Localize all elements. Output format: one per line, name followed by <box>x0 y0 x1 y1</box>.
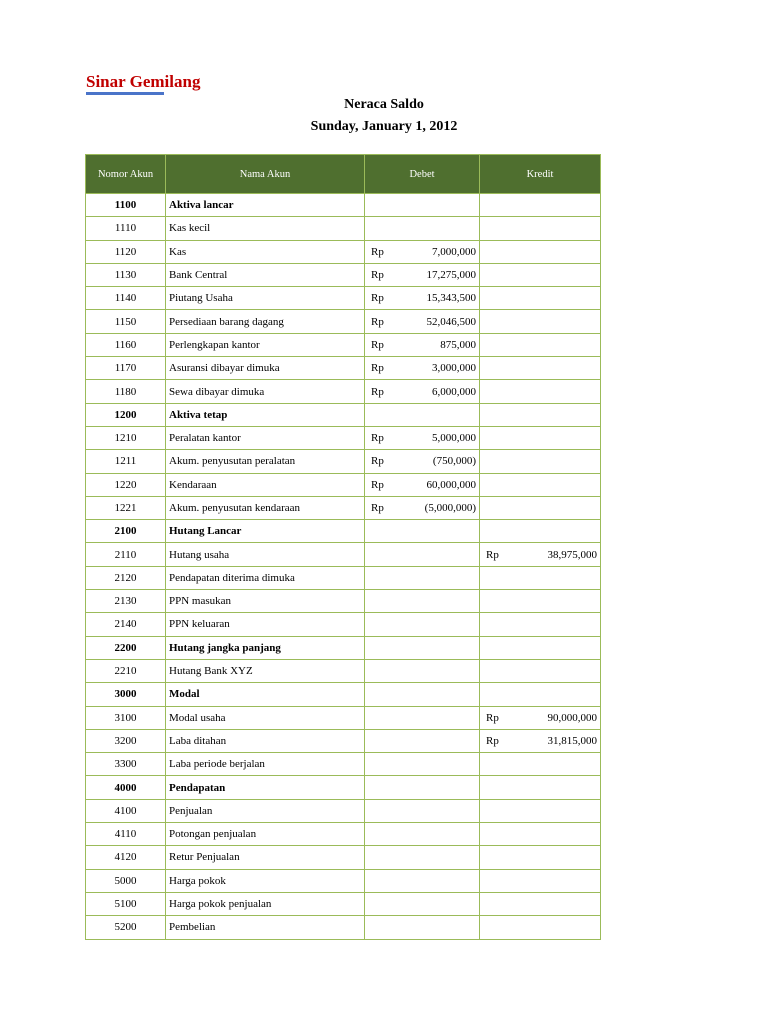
table-row <box>86 846 601 869</box>
debit-cell <box>365 403 480 426</box>
credit-cell <box>480 823 601 846</box>
money-value <box>368 292 476 304</box>
account-number-cell: 1221 <box>86 496 166 519</box>
account-number-cell: 2130 <box>86 590 166 613</box>
debit-cell <box>365 846 480 869</box>
credit-cell <box>480 659 601 682</box>
account-name-cell: PPN keluaran <box>166 613 365 636</box>
money-value <box>483 712 597 724</box>
debit-cell <box>365 310 480 333</box>
trial-balance-table <box>85 154 601 940</box>
debit-cell <box>365 729 480 752</box>
account-name-cell: PPN masukan <box>166 590 365 613</box>
credit-cell <box>480 333 601 356</box>
table-row <box>86 380 601 403</box>
currency-label: Rp <box>371 385 384 398</box>
debit-cell <box>365 613 480 636</box>
column-header-credit: Kredit <box>480 155 601 194</box>
credit-cell <box>480 613 601 636</box>
account-number-cell: 3200 <box>86 729 166 752</box>
report-title: Neraca Saldo <box>344 97 424 112</box>
account-name-cell: Hutang Bank XYZ <box>166 659 365 682</box>
credit-cell <box>480 403 601 426</box>
amount-value: (5,000,000) <box>424 502 476 514</box>
credit-cell <box>480 217 601 240</box>
account-name-cell: Hutang jangka panjang <box>166 636 365 659</box>
column-header-debit: Debet <box>365 155 480 194</box>
table-row <box>86 520 601 543</box>
company-underline <box>86 92 164 95</box>
table-row <box>86 310 601 333</box>
debit-cell <box>365 287 480 310</box>
account-name-cell: Aktiva tetap <box>166 403 365 426</box>
table-row <box>86 426 601 449</box>
credit-cell <box>480 496 601 519</box>
account-number-cell: 5100 <box>86 892 166 915</box>
money-value <box>368 339 476 351</box>
debit-cell <box>365 450 480 473</box>
account-number-cell: 1180 <box>86 380 166 403</box>
credit-cell <box>480 729 601 752</box>
column-header-account-number: Nomor Akun <box>86 155 166 194</box>
money-value <box>483 735 597 747</box>
account-name-cell: Modal <box>166 683 365 706</box>
account-name-cell: Harga pokok penjualan <box>166 892 365 915</box>
amount-value: 31,815,000 <box>547 734 597 747</box>
account-name-cell: Penjualan <box>166 799 365 822</box>
debit-cell <box>365 263 480 286</box>
account-number-cell: 1210 <box>86 426 166 449</box>
debit-cell <box>365 194 480 217</box>
currency-label: Rp <box>371 315 384 328</box>
credit-cell <box>480 566 601 589</box>
account-name-cell: Kendaraan <box>166 473 365 496</box>
table-row <box>86 240 601 263</box>
account-number-cell: 1170 <box>86 357 166 380</box>
account-name-cell: Bank Central <box>166 263 365 286</box>
account-name-cell: Akum. penyusutan kendaraan <box>166 496 365 519</box>
debit-cell <box>365 799 480 822</box>
debit-cell <box>365 776 480 799</box>
account-number-cell: 4110 <box>86 823 166 846</box>
credit-cell <box>480 520 601 543</box>
table-row <box>86 729 601 752</box>
account-number-cell: 1211 <box>86 450 166 473</box>
column-header-account-name: Nama Akun <box>166 155 365 194</box>
account-name-cell: Potongan penjualan <box>166 823 365 846</box>
amount-value: 15,343,500 <box>426 292 476 305</box>
currency-label: Rp <box>371 338 384 351</box>
table-row <box>86 683 601 706</box>
table-row <box>86 403 601 426</box>
account-name-cell: Persediaan barang dagang <box>166 310 365 333</box>
credit-cell <box>480 590 601 613</box>
table-row <box>86 543 601 566</box>
account-name-cell: Pendapatan diterima dimuka <box>166 566 365 589</box>
credit-cell <box>480 869 601 892</box>
account-number-cell: 1130 <box>86 263 166 286</box>
credit-cell <box>480 636 601 659</box>
amount-value: 38,975,000 <box>547 548 597 561</box>
table-row <box>86 636 601 659</box>
amount-value: 5,000,000 <box>432 432 476 445</box>
credit-cell <box>480 473 601 496</box>
credit-cell <box>480 263 601 286</box>
account-number-cell: 1220 <box>86 473 166 496</box>
table-header <box>86 155 601 194</box>
table-body <box>86 194 601 940</box>
debit-cell <box>365 916 480 939</box>
debit-cell <box>365 473 480 496</box>
account-number-cell: 2120 <box>86 566 166 589</box>
account-name-cell: Laba ditahan <box>166 729 365 752</box>
currency-label: Rp <box>371 455 384 468</box>
money-value <box>368 479 476 491</box>
amount-value: 6,000,000 <box>432 385 476 398</box>
table-row <box>86 263 601 286</box>
account-number-cell: 4000 <box>86 776 166 799</box>
account-number-cell: 2110 <box>86 543 166 566</box>
table-row <box>86 916 601 939</box>
credit-cell <box>480 753 601 776</box>
credit-cell <box>480 450 601 473</box>
currency-label: Rp <box>371 245 384 258</box>
account-number-cell: 3300 <box>86 753 166 776</box>
account-name-cell: Asuransi dibayar dimuka <box>166 357 365 380</box>
account-name-cell: Sewa dibayar dimuka <box>166 380 365 403</box>
debit-cell <box>365 636 480 659</box>
credit-cell <box>480 892 601 915</box>
currency-label: Rp <box>371 269 384 282</box>
currency-label: Rp <box>486 711 499 724</box>
money-value <box>368 246 476 258</box>
currency-label: Rp <box>371 362 384 375</box>
account-name-cell: Retur Penjualan <box>166 846 365 869</box>
account-number-cell: 1160 <box>86 333 166 356</box>
table-row <box>86 753 601 776</box>
table-row <box>86 659 601 682</box>
account-name-cell: Hutang usaha <box>166 543 365 566</box>
account-number-cell: 2100 <box>86 520 166 543</box>
debit-cell <box>365 217 480 240</box>
account-number-cell: 3100 <box>86 706 166 729</box>
amount-value: 875,000 <box>440 338 476 351</box>
table-row <box>86 450 601 473</box>
table-row <box>86 613 601 636</box>
table-row <box>86 473 601 496</box>
debit-cell <box>365 240 480 263</box>
table-row <box>86 333 601 356</box>
debit-cell <box>365 869 480 892</box>
account-name-cell: Kas kecil <box>166 217 365 240</box>
account-name-cell: Laba periode berjalan <box>166 753 365 776</box>
account-number-cell: 4120 <box>86 846 166 869</box>
account-name-cell: Aktiva lancar <box>166 194 365 217</box>
money-value <box>368 386 476 398</box>
currency-label: Rp <box>371 502 384 514</box>
account-number-cell: 5000 <box>86 869 166 892</box>
account-number-cell: 1110 <box>86 217 166 240</box>
currency-label: Rp <box>371 478 384 491</box>
account-number-cell: 1140 <box>86 287 166 310</box>
credit-cell <box>480 916 601 939</box>
account-name-cell: Akum. penyusutan peralatan <box>166 450 365 473</box>
table-row <box>86 590 601 613</box>
account-number-cell: 1150 <box>86 310 166 333</box>
debit-cell <box>365 496 480 519</box>
credit-cell <box>480 310 601 333</box>
account-name-cell: Modal usaha <box>166 706 365 729</box>
account-name-cell: Kas <box>166 240 365 263</box>
amount-value: (750,000) <box>432 455 476 468</box>
account-number-cell: 3000 <box>86 683 166 706</box>
credit-cell <box>480 543 601 566</box>
table-row <box>86 357 601 380</box>
currency-label: Rp <box>371 432 384 445</box>
debit-cell <box>365 823 480 846</box>
amount-value: 90,000,000 <box>547 711 597 724</box>
table-row <box>86 869 601 892</box>
debit-cell <box>365 520 480 543</box>
company-name: Sinar Gemilang <box>86 72 201 91</box>
debit-cell <box>365 683 480 706</box>
account-name-cell: Harga pokok <box>166 869 365 892</box>
amount-value: 60,000,000 <box>426 478 476 491</box>
report-date: Sunday, January 1, 2012 <box>310 119 458 134</box>
currency-label: Rp <box>486 548 499 561</box>
debit-cell <box>365 566 480 589</box>
debit-cell <box>365 892 480 915</box>
money-value <box>483 549 597 561</box>
account-name-cell: Perlengkapan kantor <box>166 333 365 356</box>
money-value <box>368 269 476 281</box>
debit-cell <box>365 380 480 403</box>
money-value <box>368 502 476 514</box>
table-row <box>86 892 601 915</box>
currency-label: Rp <box>371 292 384 305</box>
account-number-cell: 1100 <box>86 194 166 217</box>
debit-cell <box>365 333 480 356</box>
credit-cell <box>480 706 601 729</box>
amount-value: 7,000,000 <box>432 245 476 258</box>
debit-cell <box>365 357 480 380</box>
currency-label: Rp <box>486 734 499 747</box>
debit-cell <box>365 426 480 449</box>
account-number-cell: 5200 <box>86 916 166 939</box>
credit-cell <box>480 380 601 403</box>
account-name-cell: Hutang Lancar <box>166 520 365 543</box>
table-row <box>86 496 601 519</box>
debit-cell <box>365 543 480 566</box>
table-row <box>86 217 601 240</box>
amount-value: 52,046,500 <box>426 315 476 328</box>
account-number-cell: 1200 <box>86 403 166 426</box>
credit-cell <box>480 683 601 706</box>
money-value <box>368 362 476 374</box>
amount-value: 17,275,000 <box>426 269 476 282</box>
account-name-cell: Peralatan kantor <box>166 426 365 449</box>
amount-value: 3,000,000 <box>432 362 476 375</box>
money-value <box>368 455 476 467</box>
table-row <box>86 799 601 822</box>
account-number-cell: 2200 <box>86 636 166 659</box>
money-value <box>368 316 476 328</box>
table-row <box>86 706 601 729</box>
credit-cell <box>480 240 601 263</box>
money-value <box>368 432 476 444</box>
account-number-cell: 2140 <box>86 613 166 636</box>
credit-cell <box>480 357 601 380</box>
credit-cell <box>480 426 601 449</box>
credit-cell <box>480 287 601 310</box>
header-row <box>86 155 601 194</box>
debit-cell <box>365 753 480 776</box>
credit-cell <box>480 846 601 869</box>
debit-cell <box>365 590 480 613</box>
table-row <box>86 194 601 217</box>
account-name-cell: Pendapatan <box>166 776 365 799</box>
debit-cell <box>365 706 480 729</box>
account-name-cell: Piutang Usaha <box>166 287 365 310</box>
table-row <box>86 776 601 799</box>
account-number-cell: 4100 <box>86 799 166 822</box>
table-row <box>86 566 601 589</box>
account-name-cell: Pembelian <box>166 916 365 939</box>
account-number-cell: 2210 <box>86 659 166 682</box>
debit-cell <box>365 659 480 682</box>
table-row <box>86 823 601 846</box>
account-number-cell: 1120 <box>86 240 166 263</box>
credit-cell <box>480 776 601 799</box>
table-row <box>86 287 601 310</box>
credit-cell <box>480 194 601 217</box>
credit-cell <box>480 799 601 822</box>
